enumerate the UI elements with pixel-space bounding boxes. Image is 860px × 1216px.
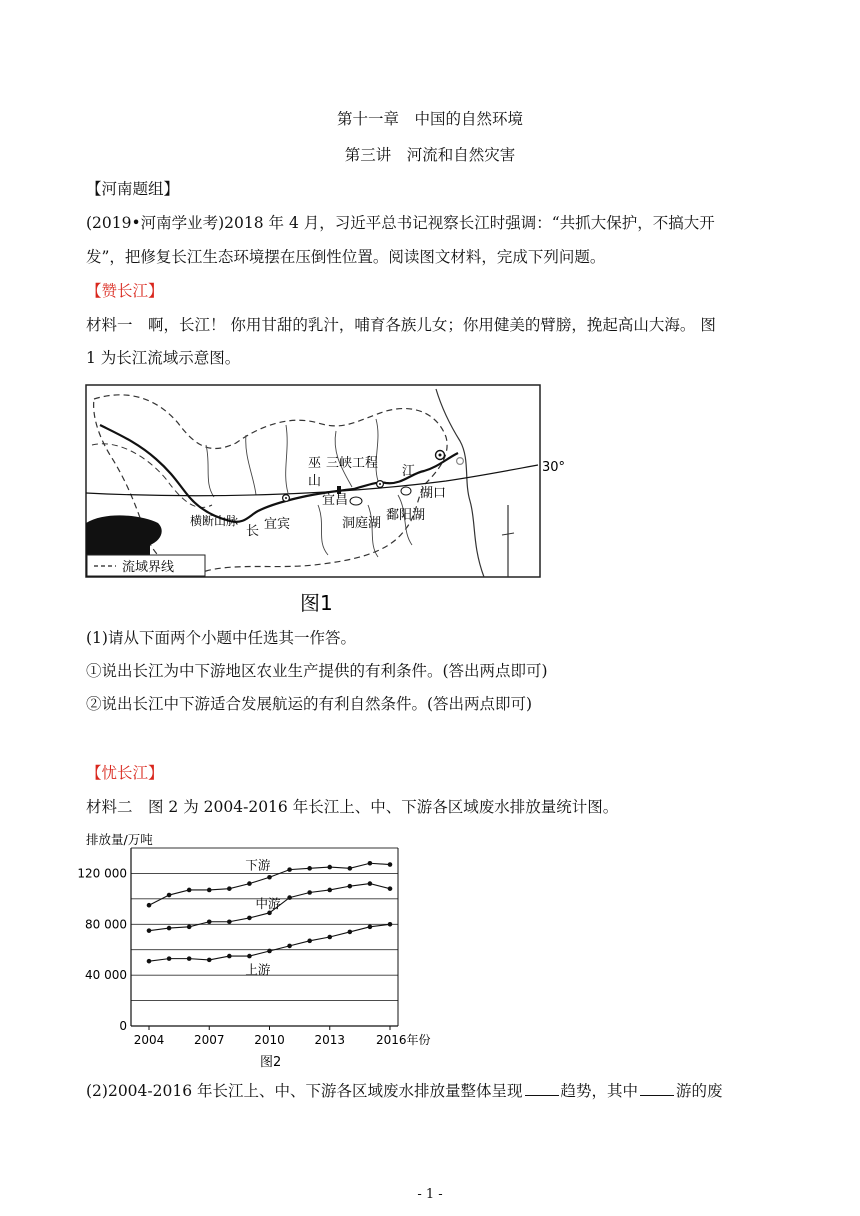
map-label-dongting: 洞庭湖: [342, 516, 382, 531]
data-point: [327, 935, 332, 940]
yangtze-basin-map: [86, 385, 596, 617]
y-tick-label: 0: [119, 1019, 127, 1033]
map-label-shan: 山: [308, 474, 322, 489]
answer-blank-2[interactable]: [640, 1081, 674, 1096]
data-point: [388, 862, 393, 867]
map-label-yichang: 宜昌: [322, 493, 349, 508]
x-tick-label: 2004: [133, 1033, 165, 1047]
data-point: [147, 959, 152, 964]
data-point: [167, 926, 172, 931]
data-point: [307, 939, 312, 944]
series-label: 中游: [255, 895, 281, 911]
x-tick-label: 2007: [193, 1033, 225, 1047]
data-point: [247, 881, 252, 886]
material2-line: 材料二 图 2 为 2004-2016 年长江上、中、下游各区域废水排放量统计图。: [86, 798, 619, 816]
data-point: [147, 928, 152, 933]
q1-intro: (1)请从下面两个小题中任选其一作答。: [86, 629, 356, 647]
data-point: [247, 954, 252, 959]
data-point: [267, 875, 272, 880]
map-label-yibin: 宜宾: [264, 517, 291, 532]
map-label-poyang: 鄱阳湖: [386, 508, 426, 523]
data-point: [227, 919, 232, 924]
data-point: [348, 866, 353, 871]
data-point: [368, 881, 373, 886]
x-tick-label: 2013: [314, 1033, 346, 1047]
map-label-chang: 长: [246, 524, 260, 539]
data-point: [147, 903, 152, 908]
q1-option-2: ②说出长江中下游适合发展航运的有利自然条件。(答出两点即可): [86, 695, 533, 713]
series-label: 下游: [245, 857, 271, 873]
data-point: [348, 930, 353, 935]
data-point: [327, 865, 332, 870]
part2-heading: 【忧长江】: [86, 764, 164, 782]
y-tick-label: 40 000: [85, 968, 127, 983]
part1-heading: 【赞长江】: [86, 282, 164, 300]
page-number: - 1 -: [417, 1187, 443, 1202]
data-point: [388, 922, 393, 927]
data-point: [348, 884, 353, 889]
intro-line-2: 发”，把修复长江生态环境摆在压倒性位置。阅读图文材料，完成下列问题。: [86, 248, 606, 266]
map-label-lat30: 30°: [542, 460, 566, 475]
data-point: [187, 888, 192, 893]
chart-ylabel: 排放量/万吨: [86, 832, 153, 847]
lecture-title: 第三讲 河流和自然灾害: [344, 146, 516, 164]
data-point: [267, 949, 272, 954]
data-point: [167, 893, 172, 898]
data-point: [388, 886, 393, 891]
data-point: [287, 895, 292, 900]
data-point: [327, 888, 332, 893]
answer-blank-1[interactable]: [525, 1081, 559, 1096]
data-point: [207, 958, 212, 963]
map-label-sanxia: 三峡工程: [326, 456, 379, 471]
material1-line-2: 1 为长江流域示意图。: [86, 349, 241, 367]
map-legend-label: 流域界线: [122, 560, 175, 575]
data-point: [287, 944, 292, 949]
q2-text-a: (2)2004-2016 年长江上、中、下游各区域废水排放量整体呈现: [86, 1082, 523, 1100]
data-point: [207, 919, 212, 924]
x-tick-label: 2016年份: [376, 1033, 431, 1047]
wastewater-chart: [77, 828, 456, 1072]
map-label-jiang: 江: [402, 464, 416, 479]
chapter-title: 第十一章 中国的自然环境: [336, 110, 523, 128]
section-heading: 【河南题组】: [86, 180, 180, 198]
q1-option-1: ①说出长江为中下游地区农业生产提供的有利条件。(答出两点即可): [86, 662, 548, 680]
data-point: [307, 866, 312, 871]
data-point: [247, 916, 252, 921]
intro-line-1: (2019•河南学业考)2018 年 4 月，习近平总书记视察长江时强调：“共抓大保护，不搞大开: [86, 214, 715, 232]
series-label: 上游: [245, 962, 271, 978]
x-tick-label: 2010: [254, 1033, 285, 1047]
map-label-wu: 巫: [308, 456, 322, 471]
data-point: [207, 888, 212, 893]
data-point: [368, 925, 373, 930]
data-point: [187, 925, 192, 930]
series-line: [149, 924, 390, 961]
map-caption: 图1: [300, 591, 333, 615]
q2-text-b: 趋势，其中: [560, 1082, 639, 1100]
material1-line-1: 材料一 啊，长江！ 你用甘甜的乳汁，哺育各族儿女；你用健美的臂膀，挽起高山大海。 图: [86, 316, 716, 334]
y-tick-label: 120 000: [77, 866, 127, 881]
chart-caption: 图2: [260, 1055, 282, 1070]
data-point: [167, 956, 172, 961]
data-point: [227, 886, 232, 891]
map-label-hengduan: 横断山脉: [190, 514, 239, 528]
q2-text-c: 游的废: [676, 1082, 723, 1100]
data-point: [368, 861, 373, 866]
data-point: [187, 956, 192, 961]
data-point: [227, 954, 232, 959]
data-point: [287, 867, 292, 872]
data-point: [307, 890, 312, 895]
q2-line: [86, 1080, 723, 1102]
map-label-hukou: 湖口: [420, 486, 447, 501]
data-point: [267, 911, 272, 916]
y-tick-label: 80 000: [85, 917, 127, 932]
